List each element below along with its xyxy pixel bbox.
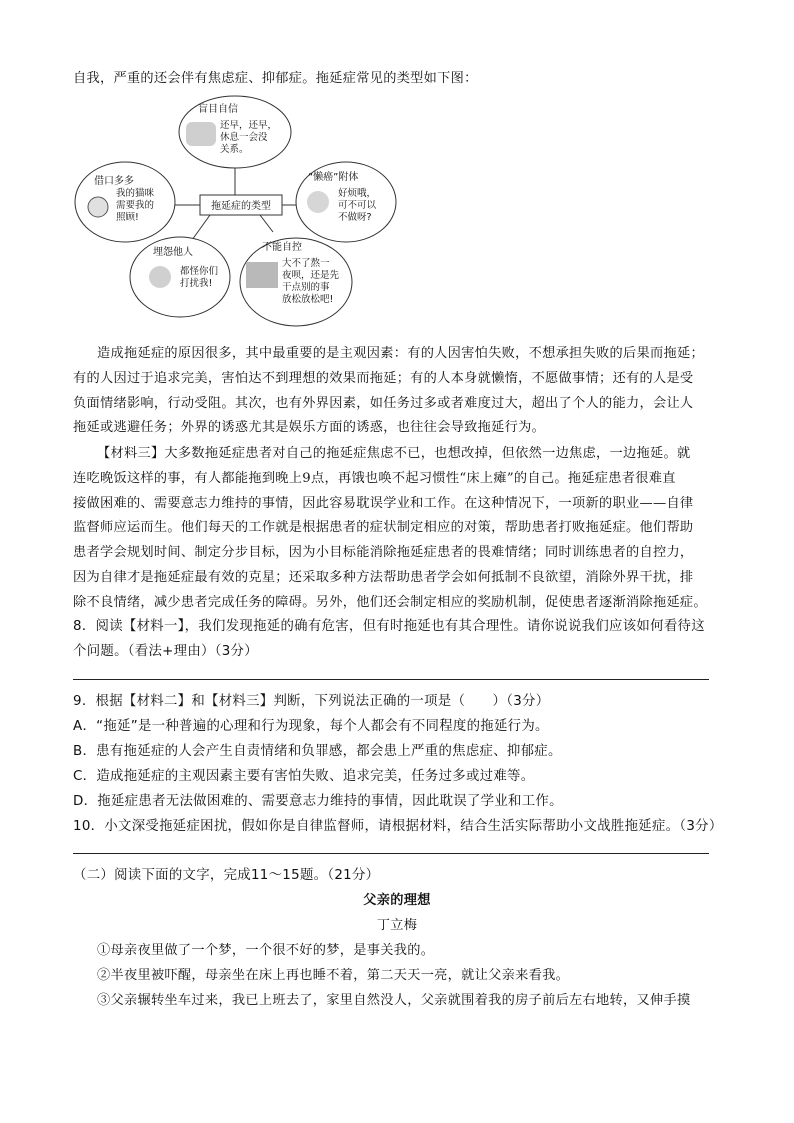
para1-line: 有的人因过于追求完美，害怕达不到理想的效果而拖延；有的人本身就懒惰，不愿做事情；还有的人是受: [73, 371, 694, 386]
story-author: 丁立梅: [376, 918, 418, 933]
svg-text:关系。: 关系。: [220, 144, 249, 155]
procrastination-types-diagram: [70, 92, 410, 337]
svg-text:放松放松吧!: 放松放松吧!: [282, 294, 334, 305]
diagram-center-label: 拖延症的类型: [211, 201, 271, 212]
bubble-no-self-control: [240, 238, 352, 326]
svg-text:不能自控: 不能自控: [262, 242, 302, 253]
question-9-option-b: B．患有拖延症的人会产生自责情绪和负罪感，都会患上严重的焦虑症、抑郁症。: [73, 744, 562, 759]
question-9-option-d: D．拖延症患者无法做困难的、需要意志力维持的事情，因此耽误了学业和工作。: [73, 794, 563, 809]
bubble-blind-confidence: [179, 96, 291, 168]
story-title: 父亲的理想: [363, 893, 431, 908]
para2-line: 患者学会规划时间、制定分步目标，因为小目标能消除拖延症患者的畏难情绪；同时训练患者的自控力，: [73, 545, 694, 560]
question-10: 10．小文深受拖延症困扰，假如你是自律监督师，请根据材料，结合生活实际帮助小文战胜拖延症。（3分）: [73, 819, 723, 834]
question-9-option-a: A．“拖延”是一种普遍的心理和行为现象，每个人都会有不同程度的拖延行为。: [73, 719, 549, 734]
girl-figure-icon: [307, 191, 329, 213]
para2-line: 因为自律才是拖延症最有效的克星；还采取多种方法帮助患者学会如何抵制不良欲望，消除外界干扰，排: [73, 570, 694, 585]
bubble-title: 盲目自信: [198, 104, 238, 115]
para1-line: 拖延或逃避任务；外界的诱惑尤其是娱乐方面的诱惑，也往往会导致拖延行为。: [73, 420, 546, 435]
answer-line: [73, 679, 709, 680]
question-9-stem: 9．根据【材料二】和【材料三】判断，下列说法正确的一项是（ ）（3分）: [73, 694, 550, 709]
story-paragraph: ①母亲夜里做了一个梦，一个很不好的梦，是事关我的。: [97, 943, 435, 958]
svg-text:干点别的事: 干点别的事: [282, 282, 330, 293]
svg-text:休息一会没: 休息一会没: [220, 132, 268, 143]
question-8-line: 8．阅读【材料一】，我们发现拖延的确有危害，但有时拖延也有其合理性。请你说说我们应该如何看待这: [73, 619, 705, 634]
question-9-option-c: C．造成拖延症的主观因素主要有害怕失败、追求完美，任务过多或过难等。: [73, 769, 535, 784]
svg-text:不做呀?: 不做呀?: [338, 212, 372, 223]
svg-text:我的猫咪: 我的猫咪: [116, 188, 155, 199]
computer-figure-icon: [246, 262, 278, 288]
svg-text:好烦哦，: 好烦哦，: [338, 188, 377, 199]
section-2-heading: （二）阅读下面的文字，完成11～15题。（21分）: [73, 868, 380, 883]
svg-text:夜呗，还是先: 夜呗，还是先: [282, 270, 340, 281]
para2-line: 除不良情绪，减少患者完成任务的障碍。另外，他们还会制定相应的奖励机制，促使患者逐渐消除拖延症。: [73, 595, 707, 610]
bubble-lazy: [296, 162, 396, 242]
svg-text:可不可以: 可不可以: [338, 200, 377, 211]
cat-figure-icon: [88, 197, 108, 217]
para2-line: 监督师应运而生。他们每天的工作就是根据患者的症状制定相应的对策，帮助患者打败拖延症。他们帮助: [73, 520, 694, 535]
svg-text:“懒癌”附体: “懒癌”附体: [308, 172, 359, 183]
svg-text:照顾!: 照顾!: [116, 212, 139, 223]
intro-line: 自我，严重的还会伴有焦虑症、抑郁症。拖延症常见的类型如下图：: [73, 71, 478, 86]
para1-line: 负面情绪影响，行动受阻。其次，也有外界因素，如任务过多或者难度过大，超出了个人的能力，会让人: [73, 396, 694, 411]
para2-line: 连吃晚饭这样的事，有人都能拖到晚上9点，再饿也唤不起习惯性“床上瘫”的自己。拖延症患者很难直: [73, 471, 676, 486]
bubble-blame-others: [130, 237, 230, 317]
para1-line: 造成拖延症的原因很多，其中最重要的是主观因素：有的人因害怕失败，不想承担失败的后果而拖延；: [97, 346, 704, 361]
para2-line: 接做困难的、需要意志力维持的事情，因此容易耽误学业和工作。在这种情况下，一项新的职业——自律: [73, 496, 694, 511]
svg-text:埋怨他人: 埋怨他人: [153, 247, 193, 258]
svg-text:打扰我!: 打扰我!: [180, 278, 213, 289]
svg-text:大不了熬一: 大不了熬一: [282, 258, 330, 269]
svg-text:需要我的: 需要我的: [116, 200, 155, 211]
para2-line: 【材料三】大多数拖延症患者对自己的拖延症焦虑不已，也想改掉，但依然一边焦虑，一边拖延。就: [97, 446, 691, 461]
bubble-excuses: [75, 162, 175, 242]
angry-figure-icon: [149, 266, 171, 288]
story-paragraph: ③父亲辗转坐车过来，我已上班去了，家里自然没人，父亲就围着我的房子前后左右地转，又伸手摸: [97, 993, 691, 1008]
answer-line: [73, 853, 709, 854]
sleeping-figure-icon: [186, 122, 216, 146]
svg-text:借口多多: 借口多多: [94, 176, 134, 187]
question-8-line: 个问题。（看法+理由）（3分）: [73, 644, 258, 659]
story-paragraph: ②半夜里被吓醒，母亲坐在床上再也睡不着，第二天天一亮，就让父亲来看我。: [97, 968, 570, 983]
svg-text:还早，还早，: 还早，还早，: [220, 120, 278, 131]
svg-text:都怪你们: 都怪你们: [180, 266, 219, 277]
